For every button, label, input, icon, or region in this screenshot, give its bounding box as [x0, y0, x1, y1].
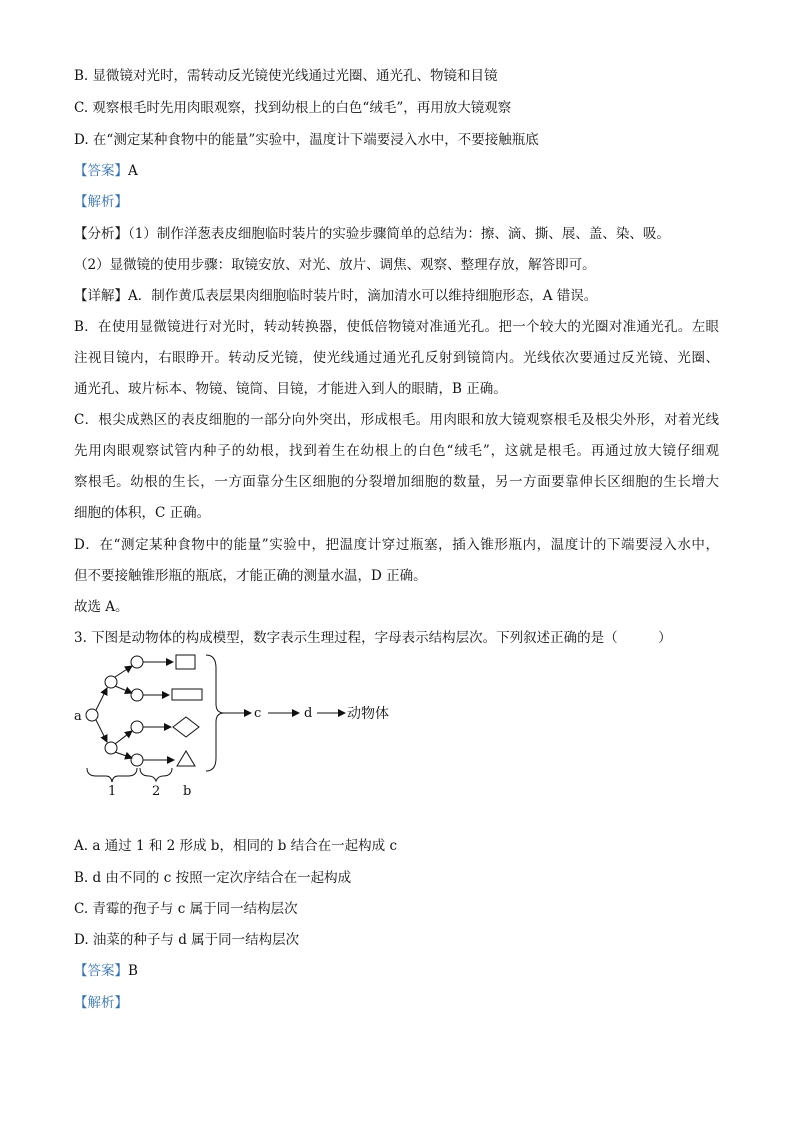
fenxi-line-1 — [74, 226, 670, 242]
analysis-heading-1: 【解析】 — [74, 194, 128, 210]
detail-line-a — [74, 288, 597, 304]
detail-line-b3: 通光孔、玻片标本、物镜、镜筒、目镜，才能进入到人的眼睛，B 正确。 — [74, 381, 507, 397]
answer-line-2 — [74, 963, 138, 979]
question-3-option-b: B. d 由不同的 c 按照一定次序结合在一起构成 — [74, 870, 352, 886]
tissue-diamond — [173, 717, 199, 737]
answer-value: A — [128, 163, 138, 179]
brace-1 — [87, 768, 137, 782]
cell-2-3-circle — [131, 721, 143, 733]
tissue-triangle — [177, 751, 195, 766]
brace-2 — [140, 768, 172, 781]
animal-structure-diagram — [66, 648, 436, 798]
detail-line-c2: 先用肉眼观察试管内种子的幼根，找到着生在幼根上的白色“绒毛”，这就是根毛。再通过放大镜仔细观 — [74, 443, 719, 459]
analysis-heading-2: 【解析】 — [74, 995, 128, 1011]
detail-line-d1: D．在“测定某种食物中的能量”实验中，把温度计穿过瓶塞，插入锥形瓶内，温度计的下端要浸入水中， — [74, 537, 719, 553]
fenxi-tag: 【分析】 — [74, 226, 128, 242]
cell-2-4-circle — [131, 754, 143, 766]
label-process-2: 2 — [152, 784, 161, 798]
detail-line-b1: B．在使用显微镜进行对光时，转动转换器，使低倍物镜对准通光孔。把一个较大的光圈对准通光孔。左眼 — [74, 319, 719, 335]
question-3-option-c: C. 青霉的孢子与 c 属于同一结构层次 — [74, 901, 298, 917]
arrow-lower-up — [115, 731, 132, 744]
label-animal: 动物体 — [347, 706, 389, 722]
option-d-line: D. 在“测定某种食物中的能量”实验中，温度计下端要浸入水中，不要接触瓶底 — [74, 132, 539, 148]
arrow-a-up — [96, 688, 107, 710]
cell-2-1-circle — [131, 656, 143, 668]
tissue-square — [176, 655, 195, 669]
detail-text-a: A．制作黄瓜表层果肉细胞临时装片时，滴加清水可以维持细胞形态，A 错误。 — [128, 288, 598, 304]
question-3-option-a: A. a 通过 1 和 2 形成 b，相同的 b 结合在一起构成 c — [74, 838, 398, 854]
question-3-option-d: D. 油菜的种子与 d 属于同一结构层次 — [74, 932, 300, 948]
conclusion-line: 故选 A。 — [74, 599, 129, 615]
arrow-lower-down — [115, 752, 132, 758]
detail-line-c1: C．根尖成熟区的表皮细胞的一部分向外突出，形成根毛。用肉眼和放大镜观察根毛及根尖外形，对着光线 — [74, 412, 719, 428]
fenxi-text-1: （1）制作洋葱表皮细胞临时装片的实验步骤简单的总结为：擦、滴、撕、展、盖、染、吸。 — [128, 226, 670, 242]
fenxi-line-2: （2）显微镜的使用步骤：取镜安放、对光、放片、调焦、观察、整理存放，解答即可。 — [74, 257, 596, 273]
answer-value: B — [128, 963, 138, 979]
option-c-line: C. 观察根毛时先用肉眼观察，找到幼根上的白色“绒毛”，再用放大镜观察 — [74, 100, 512, 116]
label-process-1: 1 — [108, 784, 117, 798]
arrow-a-down — [96, 720, 107, 742]
cell-a-circle — [86, 709, 98, 721]
question-3-stem: 3. 下图是动物体的构成模型，数字表示生理过程，字母表示结构层次。下列叙述正确的是（ ） — [74, 630, 672, 646]
cell-2-2-circle — [131, 689, 143, 701]
label-c: c — [254, 706, 262, 721]
detail-line-c3: 察根毛。幼根的生长，一方面靠分生区细胞的分裂增加细胞的数量，另一方面要靠伸长区细胞的生长增大 — [74, 474, 719, 490]
detail-line-b2: 注视目镜内，右眼睁开。转动反光镜，使光线通过通光孔反射到镜筒内。光线依次要通过反光镜、光圈、 — [74, 350, 719, 366]
detail-tag: 【详解】 — [74, 288, 128, 304]
right-brace — [206, 655, 224, 771]
answer-line-1 — [74, 163, 138, 179]
answer-tag: 【答案】 — [74, 963, 128, 979]
detail-line-c4: 细胞的体积，C 正确。 — [74, 505, 211, 521]
arrow-upper-up — [115, 666, 132, 677]
answer-tag: 【答案】 — [74, 163, 128, 179]
label-d: d — [304, 706, 313, 721]
option-b-line: B. 显微镜对光时，需转动反光镜使光线通过光圈、通光孔、物镜和目镜 — [74, 68, 498, 84]
tissue-long-rect — [172, 689, 202, 700]
label-a: a — [74, 709, 82, 724]
detail-line-d2: 但不要接触锥形瓶的瓶底，才能正确的测量水温，D 正确。 — [74, 568, 427, 584]
label-b: b — [183, 784, 192, 798]
arrow-upper-down — [115, 686, 132, 693]
